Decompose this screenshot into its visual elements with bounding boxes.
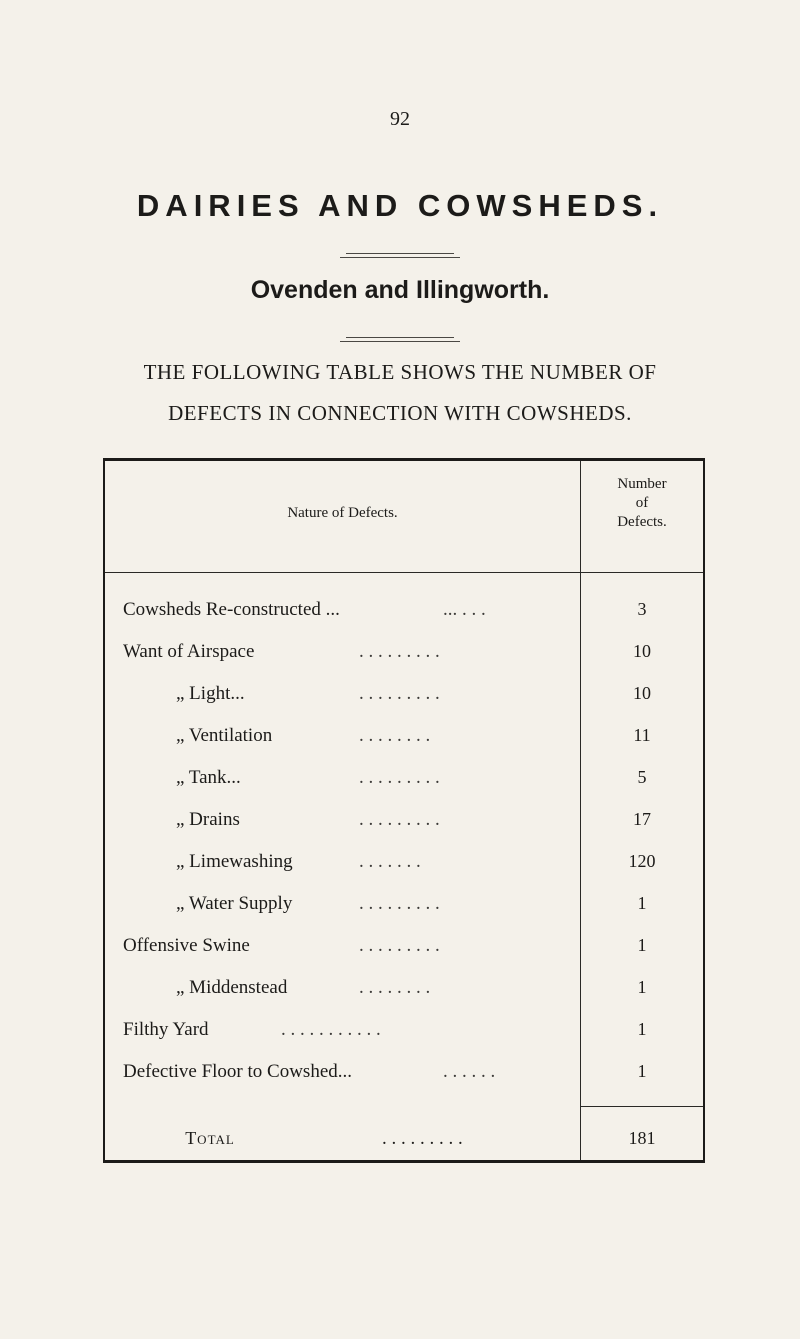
defect-label: „ Tank... bbox=[176, 767, 241, 788]
table-row bbox=[105, 977, 703, 1019]
leader-dots: . . . . . . . . . bbox=[359, 935, 440, 956]
table-row bbox=[105, 851, 703, 893]
defect-count: 10 bbox=[633, 641, 651, 661]
decorative-rule bbox=[340, 337, 460, 342]
header-number-of-defects bbox=[581, 475, 703, 532]
intro-line-2: DEFECTS IN CONNECTION WITH COWSHEDS. bbox=[168, 401, 632, 425]
defect-count: 1 bbox=[637, 1019, 647, 1039]
leader-dots: . . . . . . . . . bbox=[359, 767, 440, 788]
leader-dots: . . . . . . . . . bbox=[359, 893, 440, 914]
defect-count: 3 bbox=[637, 599, 647, 619]
defect-count: 11 bbox=[633, 725, 651, 745]
header-number-line: of bbox=[635, 495, 649, 511]
leader-dots: . . . . . . . . . bbox=[359, 809, 440, 830]
leader-dots: . . . . . . . . . . . bbox=[281, 1019, 381, 1040]
defect-label: Offensive Swine bbox=[123, 935, 250, 956]
defect-label: „ Water Supply bbox=[176, 893, 293, 914]
defect-count: 1 bbox=[637, 893, 647, 913]
defect-label: „ Limewashing bbox=[176, 851, 293, 872]
total-label: Total bbox=[185, 1128, 235, 1148]
defect-label: Filthy Yard bbox=[123, 1019, 209, 1040]
page-title: DAIRIES AND COWSHEDS. bbox=[136, 188, 664, 223]
defect-count: 1 bbox=[637, 1061, 647, 1081]
table-row bbox=[105, 935, 703, 977]
leader-dots: ... . . . bbox=[443, 599, 486, 620]
table-row bbox=[105, 683, 703, 725]
total-count: 181 bbox=[628, 1128, 656, 1148]
defect-count: 120 bbox=[628, 851, 656, 871]
defects-table bbox=[103, 458, 705, 1163]
header-nature-of-defects: Nature of Defects. bbox=[287, 505, 398, 521]
header-number-line: Defects. bbox=[617, 514, 667, 530]
table-row bbox=[105, 809, 703, 851]
table-row bbox=[105, 1061, 703, 1103]
leader-dots: . . . . . . . . bbox=[359, 977, 431, 998]
leader-dots: . . . . . . . bbox=[359, 851, 421, 872]
header-rule bbox=[105, 572, 703, 573]
defect-label: „ Ventilation bbox=[176, 725, 273, 746]
table-row bbox=[105, 1019, 703, 1061]
leader-dots: . . . . . . . . . bbox=[359, 683, 440, 704]
leader-dots: . . . . . . . . . bbox=[382, 1128, 463, 1149]
defect-label: „ Light... bbox=[176, 683, 245, 704]
defect-label: „ Drains bbox=[176, 809, 240, 830]
defect-count: 1 bbox=[637, 977, 647, 997]
page-number: 92 bbox=[390, 108, 410, 130]
defect-label: Defective Floor to Cowshed... bbox=[123, 1061, 353, 1082]
table-row bbox=[105, 725, 703, 767]
table-row bbox=[105, 893, 703, 935]
defect-label: Cowsheds Re-constructed ... bbox=[123, 599, 340, 620]
header-number-line: Number bbox=[617, 476, 667, 492]
defect-count: 10 bbox=[633, 683, 651, 703]
leader-dots: . . . . . . . . bbox=[359, 725, 431, 746]
defect-label: „ Middenstead bbox=[176, 977, 288, 998]
decorative-rule bbox=[340, 253, 460, 258]
leader-dots: . . . . . . bbox=[443, 1061, 496, 1082]
defect-count: 1 bbox=[637, 935, 647, 955]
defect-count: 5 bbox=[637, 767, 647, 787]
table-row bbox=[105, 767, 703, 809]
total-rule bbox=[581, 1106, 703, 1107]
defect-label: Want of Airspace bbox=[123, 641, 255, 662]
defect-count: 17 bbox=[633, 809, 651, 829]
intro-line-1: THE FOLLOWING TABLE SHOWS THE NUMBER OF bbox=[143, 360, 657, 384]
leader-dots: . . . . . . . . . bbox=[359, 641, 440, 662]
table-row bbox=[105, 599, 703, 641]
section-subtitle: Ovenden and Illingworth. bbox=[250, 276, 550, 304]
table-row bbox=[105, 641, 703, 683]
